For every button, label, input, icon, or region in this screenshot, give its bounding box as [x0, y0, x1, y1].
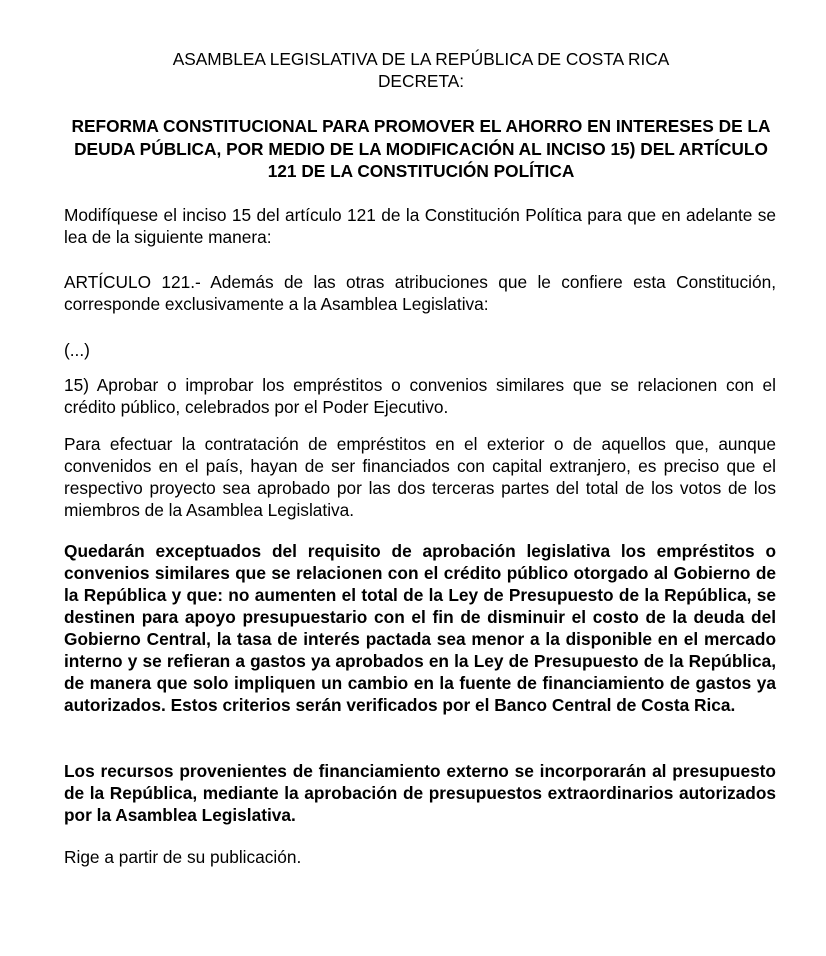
- institution-heading: ASAMBLEA LEGISLATIVA DE LA REPÚBLICA DE COSTA RICA: [172, 49, 670, 69]
- effective-paragraph: Rige a partir de su publicación.: [64, 847, 302, 867]
- contracting-paragraph: Para efectuar la contratación de empréstitos en el exterior o de aquellos que, aunque convenidos en el país, hayan de ser financiados con capital extranjero, es preciso que el respectivo proyecto sea aprobado por las dos terceras partes del total de los votos de los miembros de la Asamblea Legislativa.: [64, 434, 776, 520]
- article-heading-paragraph: ARTÍCULO 121.- Además de las otras atribuciones que le confiere esta Constitución, corresponde exclusivamente a la Asamblea Legislativa:: [64, 272, 776, 314]
- decree-heading: DECRETA:: [377, 71, 465, 91]
- exception-paragraph: Quedarán exceptuados del requisito de aprobación legislativa los empréstitos o convenios similares que se relacionen con el crédito público otorgado al Gobierno de la República y que: no aumenten el total de la Ley de Presupuesto de la República, se destinen para apoyo presupuestario con el fin de disminuir el costo de la deuda del Gobierno Central, la tasa de interés pactada sea menor a la disponible en el mercado interno y se refieran a gastos ya aprobados en la Ley de Presupuesto de la República, de manera que solo impliquen un cambio en la fuente de financiamiento de gastos ya autorizados. Estos criterios serán verificados por el Banco Central de Costa Rica.: [64, 541, 776, 715]
- ellipsis-paragraph: (...): [64, 340, 90, 360]
- intro-paragraph: Modifíquese el inciso 15 del artículo 121 de la Constitución Política para que en adelante se lea de la siguiente manera:: [64, 205, 776, 247]
- clause-15-paragraph: 15) Aprobar o improbar los empréstitos o convenios similares que se relacionen con el crédito público, celebrados por el Poder Ejecutivo.: [64, 375, 776, 417]
- resources-paragraph: Los recursos provenientes de financiamiento externo se incorporarán al presupuesto de la República, mediante la aprobación de presupuestos extraordinarios autorizados por la Asamblea Legislativa.: [64, 761, 776, 825]
- reform-title: REFORMA CONSTITUCIONAL PARA PROMOVER EL AHORRO EN INTERESES DE LA DEUDA PÚBLICA, POR MEDIO DE LA MODIFICACIÓN AL INCISO 15) DEL ARTÍCULO 121 DE LA CONSTITUCIÓN POLÍTICA: [71, 116, 771, 181]
